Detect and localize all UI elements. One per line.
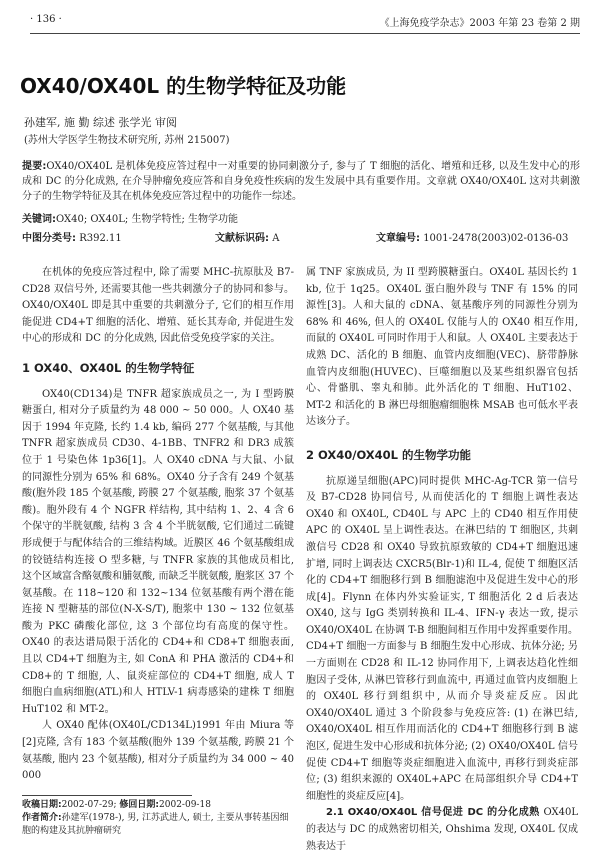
footnote-rule [22,795,192,796]
keywords-label: 关键词: [22,214,56,225]
received-label: 收稿日期: [22,800,62,810]
footnote-author [22,812,294,838]
running-header [30,14,580,32]
authors: 孙建军, 施 勤 综述 张学光 审阅 [24,116,177,129]
article-label: 文章编号: [376,233,420,244]
clc-label: 中图分类号: [22,233,76,244]
header-rule [30,33,580,34]
keywords-text: OX40; OX40L; 生物学特性; 生物学功能 [56,214,239,225]
article-value: 1001-2478(2003)02-0136-03 [423,233,569,244]
subsection-2-1-text: OX40L 的表达与 DC 的成熟密切相关, Ohshima 发现, OX40L 仅成熟表达于 [306,807,578,852]
revised-label: 修回日期: [119,800,160,810]
article-number [376,229,568,244]
doc-value: A [272,233,280,244]
page-number: · 136 · [30,14,62,25]
footnote-dates [22,799,294,812]
function-paragraph: 抗原递呈细胞(APC)同时提供 MHC-Ag-TCR 第一信号及 B7-CD28 协同信号, 从而使活化的 T 细胞上调性表达 OX40 和 OX40L, CD40L 与 APC 上的 CD40 相互作用使 APC 的 OX40L 呈上调性表达。在淋巴结的 T 细胞区, 共刺激信号 CD28 和 OX40 导致抗原致敏的 CD4+T 细胞迅速扩增, 同时上调表达 CXCR5(Blr-1)和 IL-4, 促使 T 细胞区活化的 CD4+T 细胞移行到 B 细胞滤泡中及促进生发中心的形成[4]。Flynn 在体内外实验证实, T 细胞活化 2 d 后表达 OX40, 这与 IgG 类别转换和 IL-4、IFN-γ 表达一致, 提示 OX40/OX40L 在协调 T-B 细胞间相互作用中发挥重要作用。CD4+T 细胞一方面参与 B 细胞生发中心形成、抗体分泌; 另一方面则在 CD28 和 IL-12 协同作用下, 上调表达趋化性细胞因子受体, 从淋巴管移行到血流中, 再通过血管内皮细胞上的 OX40L 移行到组织中, 从而介导炎症反应。因此 OX40/OX40L 通过 3 个阶段参与免疫应答: (1) 在淋巴结, OX40/OX40L 相互作用而活化的 CD4+T 细胞移行到 B 滤泡区, 促进生发中心形成和抗体分泌; (2) OX40/OX40L 信号促使 CD4+T 细胞等炎症细胞进入血流中, 再移行到炎症部位; (3) 组织来源的 OX40L+APC 在局部组织介导 CD4+T 细胞性的炎症反应[4]。 [306,475,578,802]
author-info-label: 作者简介: [22,813,62,823]
subsection-2-1 [306,805,578,855]
affiliation: (苏州大学医学生物技术研究所, 苏州 215007) [24,135,230,146]
section-2-heading: 2 OX40/OX40L 的生物学功能 [306,447,472,462]
clc-value: R392.11 [79,233,122,244]
section-1-heading: 1 OX40、OX40L 的生物学特征 [22,360,195,375]
right-column [306,265,578,855]
subsection-2-1-heading: 2.1 OX40/OX40L 信号促进 DC 的分化成熟 [326,807,540,819]
ox40l-continued-paragraph: 属 TNF 家族成员, 为 II 型跨膜糖蛋白。OX40L 基因长约 1 kb, 位于 1q25。OX40L 蛋白胞外段与 TNF 有 15% 的同源性[3]。人和大鼠的 cDNA、氨基酸序列的同源性分别为 68% 和 46%, 但人的 OX40L 仅能与人的 OX40 相互作用, 而鼠的 OX40L 可同时作用于人和鼠。人 OX40L 主要表达于成熟 DC、活化的 B 细胞、血管内皮细胞(VEC)、脐带静脉血管内皮细胞(HUVEC)、巨噬细胞以及某些组织器官包括心、骨骼肌、睾丸和肺。此外活化的 T 细胞、HuT102、MT-2 和活化的 B 淋巴母细胞瘤细胞株 MSAB 也可低水平表达该分子。 [306,267,578,428]
abstract-text: OX40/OX40L 是机体免疫应答过程中一对重要的协同刺激分子, 参与了 T 细胞的活化、增殖和迁移, 以及生发中心的形成和 DC 的分化成熟, 在介导肿瘤免疫应答和自身免疫性疾病的发生发展中具有重要作用。文章就 OX40/OX40L 这对共刺激分子的生物学特征及其在机体免疫应答过程中的功能作一综述。 [22,161,581,202]
abstract [22,159,580,204]
intro-paragraph: 在机体的免疫应答过程中, 除了需要 MHC-抗原肽及 B7-CD28 双信号外, 还需要其他一些共刺激分子的协同和参与。OX40/OX40L 即是其中重要的共刺激分子, 它们的相互作用能促进 CD4+T 细胞的活化、增殖、延长其寿命, 并促进生发中心的形成和 DC 的分化成熟, 因此倍受免疫学家的关注。 [22,267,294,345]
ox40-paragraph: OX40(CD134)是 TNFR 超家族成员之一, 为 I 型跨膜糖蛋白, 相对分子质量约为 48 000 ~ 50 000。人 OX40 基因于 1994 年克隆, 长约 1.4 kb, 编码 277 个氨基酸, 与其他 TNFR 超家族成员 CD30、4-1BB、TNFR2 和 DR3 成簇位于 1 号染色体 1p36[1]。人 OX40 cDNA 与大鼠、小鼠的同源性分别为 65% 和 68%。OX40 分子含有 249 个氨基酸(胞外段 185 个氨基酸, 跨膜 27 个氨基酸, 胞浆 37 个氨基酸)。胞外段有 4 个 NGFR 样结构, 其中结构 1、2、4 含 6 个保守的半胱氨酸, 结构 3 含 4 个半胱氨酸, 它们通过二硫键形成便于与配体结合的三维结构域。近膜区 46 个氨基酸组成的铰链结构连接 O 型多糖, 与 TNFR 家族的其他成员相比, 这个区域富含酪氨酸和脯氨酸, 而缺乏半胱氨酸, 胞浆区 37 个氨基酸。在 118~120 和 132~134 位氨基酸有两个潜在能连接 N 型糖基的部位(N-X-S/T), 胞浆中 130 ~ 132 位氨基酸为 PKC 磷酸化部位, 这 3 个部位均有高度的保守性。OX40 的表达谱局限于活化的 CD4+和 CD8+T 细胞表面, 且以 CD4+T 细胞为主, 如 ConA 和 PHA 激活的 CD4+和 CD8+的 T 细胞, 人、鼠炎症部位的 CD4+T 细胞, 成人 T 细胞白血病细胞(ATL)和人 HTLV-1 病毒感染的建株 T 细胞 HuT102 和 MT-2。 [22,388,294,715]
received-date: 2002-07-29; [61,800,117,810]
journal-citation: 《上海免疫学杂志》2003 年第 23 卷第 2 期 [379,18,580,29]
abstract-label: 提要: [22,161,47,172]
revised-date: 2002-09-18 [159,800,211,810]
doc-label: 文献标识码: [215,233,269,244]
left-column [22,265,294,785]
keywords [22,210,238,225]
author-info: 孙建军(1978-), 男, 江苏武进人, 硕士, 主要从事转基因细胞的构建及其抗肿瘤研究 [22,813,289,836]
article-title: OX40/OX40L 的生物学特征及功能 [20,74,347,98]
document-code [215,229,279,244]
clc-number [22,229,122,244]
ox40l-paragraph: 人 OX40 配体(OX40L/CD134L)1991 年由 Miura 等[2]克隆, 含有 183 个氨基酸(胞外 139 个氨基酸, 跨膜 21 个氨基酸, 胞内 23 个氨基酸), 相对分子质量约为 34 000 ~ 40 000 [22,720,294,782]
